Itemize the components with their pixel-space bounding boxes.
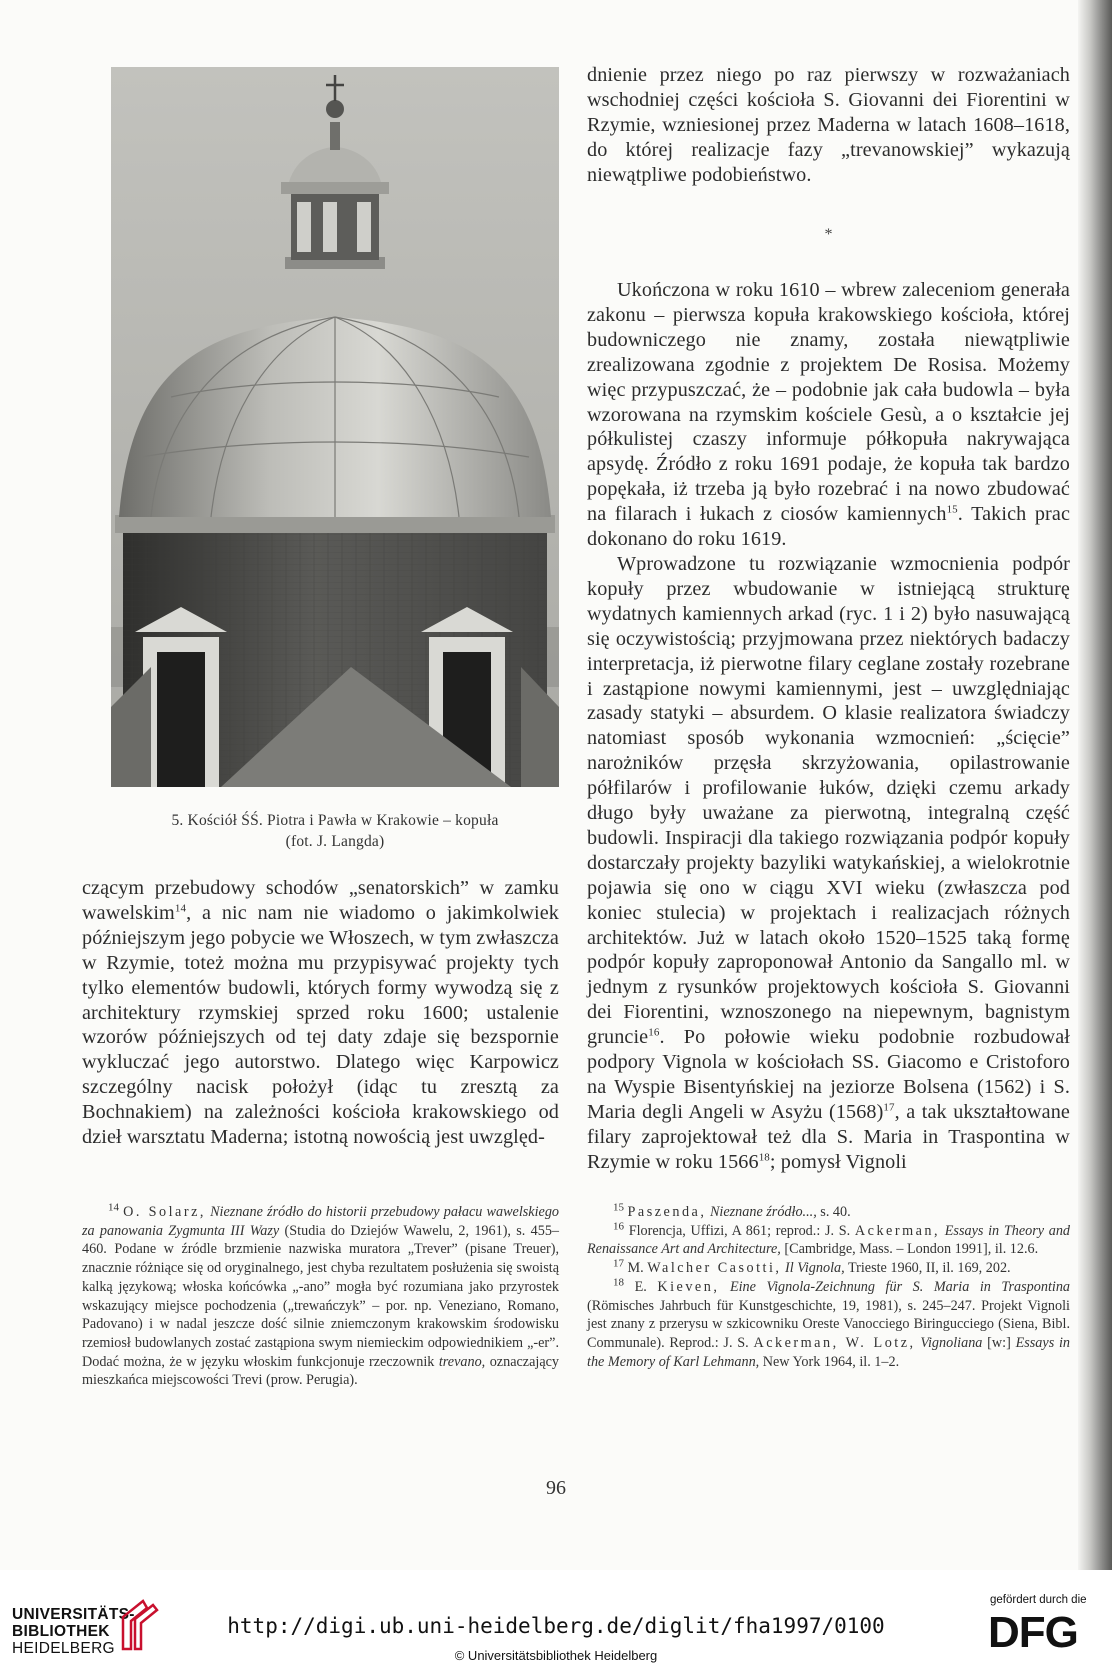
permalink-url[interactable]: http://digi.ub.uni-heidelberg.de/diglit/fha1997/0100 xyxy=(227,1614,885,1638)
library-logo[interactable]: UNIVERSITÄTS- BIBLIOTHEK HEIDELBERG xyxy=(12,1606,135,1657)
footnote-ref: 17 xyxy=(883,1101,895,1114)
paragraph-continuation: dnienie przez niego po raz pierwszy w rozważaniach wschodniej części kościoła S. Giovanni dei Fiorentini w Rzymie, wzniesionej przez Maderna w latach 1608–1618, do której realizacje fazy „trevanowskiej” wykazują niewątpliwe podobieństwo. xyxy=(587,64,1070,186)
page-number: 96 xyxy=(546,1477,566,1499)
footnote-ref: 15 xyxy=(946,503,958,516)
sponsor-text: gefördert durch die xyxy=(990,1594,1087,1606)
paragraph: Wprowadzone tu rozwiązanie wzmocnienia podpór kopuły przez wbudowanie w istniejącą strukturę wydatnych kamiennych arkad (ryc. 1 i 2) było nasuwającą się oczywistością; przyjmowana przez niektórych badaczy interpretacja, iż pierwotne filary ceglane zostały rozebrane i zastąpione nowymi kamiennymi, jest – uwzględniając zasady statyki – absurdem. O klasie realizatora świadczy natomiast sposób wykonania wzmocnień: „ścięcie” narożników przęsła skrzyżowania, opilastrowanie półfilarów i profilowanie łuków, dzięki czemu arkady długo były uważane za pierwotną, integralną część budowli. Inspiracji dla takiego rozwiązania podpór kopuły dostarczały projekty bazyliki watykańskiej, a wielokrotnie pojawia się ono w ciągu XVI wieku (zwłaszcza pod koniec stulecia) w projektach i realizacjach różnych architektów. Już w latach około 1520–1525 taką formę podpór kopuły zaproponował Antonio da Sangallo ml. w jednym z rysunków projektowych kościoła S. Giovanni dei Fiorentini, wznoszonego na niepewnym, bagnistym gruncie$^{16}$. Po połowie wieku podobnie rozbudował podpory Vignola w kościołach SS. Giacomo e Cristoforo na Wyspie Bisentyńskiej na jeziorze Bolsena (1562) i S. Maria degli Angeli w Asyżu $(1568)^{17}$, a tak ukształtowane filary zaprojektował też dla S. Maria in Traspontina w Rzymie w roku 1566$^{18}$; pomysł Vignoli xyxy=(587,552,1070,1173)
copyright-notice: © Universitätsbibliothek Heidelberg xyxy=(454,1648,658,1663)
footnote-ref: 18 xyxy=(758,1150,770,1163)
right-column-main xyxy=(587,278,1070,1175)
right-column-top xyxy=(587,63,1070,188)
paragraph: czącym przebudowy schodów „senatorskich” w zamku wawelskim$^{14}$, a nic nam nie wiadomo o jakimkolwiek późniejszym jego pobycie we Włoszech, w tym zwłaszcza w Rzymie, toteż można mu przypisywać projekty tych tylko elementów budowli, których formy wywodzą się z architektury rzymskiej sprzed roku 1600; ustalenie wzorów późniejszych od tej daty zdaje się bezspornie wykluczać jego autorstwo. Dlatego więc Karpowicz szczególny nacisk położył (idąc tu zresztą za Bochnakiem) na zależności kościoła krakowskiego od dzieł warsztatu Maderna; istotną nowością jest uwzględ- xyxy=(82,877,559,1149)
footnote-14: $^{14}$ O. Solarz, Nieznane źródło do historii przebudowy pałacu wawelskiego za panowania Zygmunta III Wazy (Studia do Dziejów Wawelu, 2, 1961), s. 455–460. Podane w źródle brzmienie nazwiska muratora „Trever” (pisane Treuer), znacznie różniące się od oryginalnego, jest chyba rezultatem posłużenia się swoistą kalką językową; włoska końcówka „-ano” mogła być rozumiana jako przyrostek wskazujący miejsce pochodzenia („trewańczyk” – por. np. Veneziano, Romano, Padovano) i w nadal jeszcze dość silnie zniemczonym krakowskim środowisku rzemiosł budowlanych zostać zastąpiona swym niemieckim odpowiednikiem „-er”. Dodać można, że w języku włoskim funkcjonuje rzeczownik trevano, oznaczający mieszkańca miejscowości Trevi (prow. Perugia). xyxy=(82,1201,560,1389)
dfg-logo[interactable]: DFG xyxy=(988,1608,1078,1657)
footnote-15: $^{15}$ Paszenda, Nieznane źródło..., s. 40. xyxy=(613,1201,851,1220)
paragraph: Ukończona w roku 1610 – wbrew zaleceniom generała zakonu – pierwsza kopuła krakowskiego kościoła, której budowniczego nie znamy, została niewątpliwie zrealizowana zgodnie z projektem De Rosisa. Możemy więc przypuszczać, że – podobnie jak cała budowla – była wzorowana na rzymskim kościele Gesù, a o kształcie jej półkulistej czaszy informuje półkopuła nakrywająca apsydę. Źródło z roku 1691 podaje, że kopuła tak bardzo popękała, iż trzeba ją było rozebrać i na nowo zbudować na filarach i łukach z ciosów kamiennych$^{15}$. Takich prac dokonano do roku 1619. xyxy=(587,279,1071,551)
footnotes-right xyxy=(587,1203,1070,1371)
scan-shadow-edge xyxy=(1078,0,1112,1570)
footnote-17: $^{17}$ M. Walcher Casotti, Il Vignola, Trieste 1960, II, il. 169, 202. xyxy=(613,1257,1011,1277)
footnote-ref: 16 xyxy=(648,1026,660,1039)
left-column-main xyxy=(82,876,559,1150)
footnotes-left xyxy=(82,1203,559,1390)
figure-caption xyxy=(111,810,559,852)
dome-photograph xyxy=(111,67,559,787)
footnote-ref: 14 xyxy=(174,902,187,915)
footnote-18: $^{18}$ E. Kieven, Eine Vignola-Zeichnung für S. Maria in Traspontina (Römisches Jahrbuch für Kunstgeschichte, 19, 1981), s. 245–247. Projekt Vignoli jest znany z przerysu w szkicowniku Oreste Vanocciego Biringucciego (Siena, Bibl. Communale). Reprod.: J. S. Ackerman, W. Lotz, Vignoliana [w:] Essays in the Memory of Karl Lehmann, New York 1964, il. 1–2. xyxy=(587,1276,1071,1370)
figure-caption-credit: (fot. J. Langda) xyxy=(285,833,385,850)
section-separator: * xyxy=(824,226,833,243)
figure-caption-title: 5. Kościół ŚŚ. Piotra i Pawła w Krakowie – kopuła xyxy=(171,812,499,829)
footnote-16: $^{16}$ Florencja, Uffizi, A 861; reprod.: J. S. Ackerman, Essays in Theory and Renaissance Art and Architecture, [Cambridge, Mass. – London 1991], il. 12.6. xyxy=(587,1219,1071,1258)
